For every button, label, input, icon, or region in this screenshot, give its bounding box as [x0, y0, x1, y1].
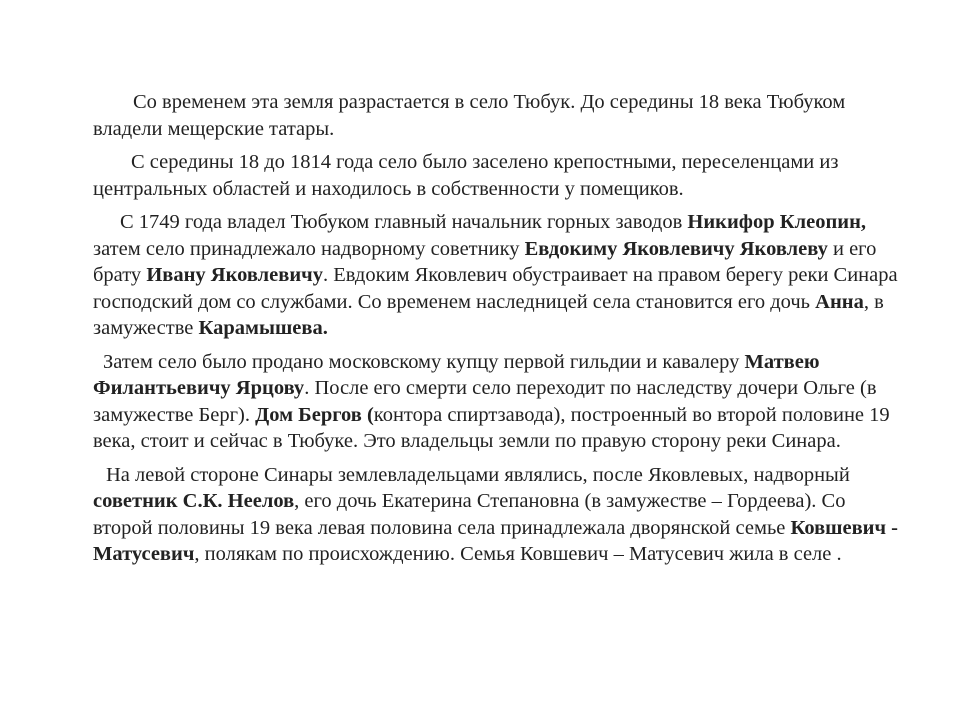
text-segment: С 1749 года владел Тюбуком главный начальник горных заводов: [120, 211, 688, 233]
bold-name-segment: Ковшевич - Матусевич: [93, 516, 898, 565]
bold-name-segment: Евдокиму Яковлевичу Яковлеву: [524, 237, 828, 260]
paragraph-2: [93, 149, 905, 202]
bold-name-segment: Дом Бергов (: [255, 403, 374, 426]
bold-name-segment: Ивану Яковлевичу: [146, 264, 323, 286]
text-segment: . Евдоким Яковлевич обустраивает на правом берегу реки Синара господский дом со службами. Со временем наследницей села становится его дочь: [93, 264, 898, 313]
text-segment: затем село принадлежало надворному советнику: [93, 237, 525, 260]
text-segment: С середины 18 до 1814 года село было заселено крепостными, переселенцами из центральных областей и находилось в собственности у помещиков.: [93, 151, 839, 200]
text-segment: . После его смерти село переходит по наследству дочери Ольге (в замужестве Берг).: [93, 377, 877, 426]
text-segment: , в замужестве: [93, 290, 884, 339]
bold-name-segment: Никифор Клеопин,: [687, 211, 867, 233]
paragraph-4: [93, 349, 905, 455]
paragraph-1: [93, 89, 905, 142]
bold-name-segment: советник С.К. Неелов: [93, 490, 295, 512]
text-segment: Со временем эта земля разрастается в село Тюбук. До середины 18 века Тюбуком владели мещерские татары.: [93, 91, 846, 140]
text-body: [93, 89, 905, 575]
text-segment: контора спиртзавода), построенный во второй половине 19 века, стоит и сейчас в Тюбуке. Это владельцы земли по правую сторону реки Синара.: [93, 403, 890, 452]
text-segment: и его брату: [93, 237, 877, 286]
bold-name-segment: Карамышева.: [198, 317, 328, 339]
bold-name-segment: Анна: [815, 290, 864, 313]
text-segment: Затем село было продано московскому купцу первой гильдии и кавалеру: [103, 350, 745, 373]
paragraph-5: [93, 462, 905, 568]
text-segment: , полякам по происхождению. Семья Ковшевич – Матусевич жила в селе .: [194, 543, 842, 565]
bold-name-segment: Матвею Филантьевичу Ярцову: [93, 350, 820, 399]
text-segment: На левой стороне Синары землевладельцами являлись, после Яковлевых, надворный: [106, 463, 850, 486]
paragraph-3: [93, 209, 905, 342]
text-segment: , его дочь Екатерина Степановна (в замужестве – Гордеева). Со второй половины 19 века левая половина села принадлежала дворянской семье: [93, 490, 846, 539]
